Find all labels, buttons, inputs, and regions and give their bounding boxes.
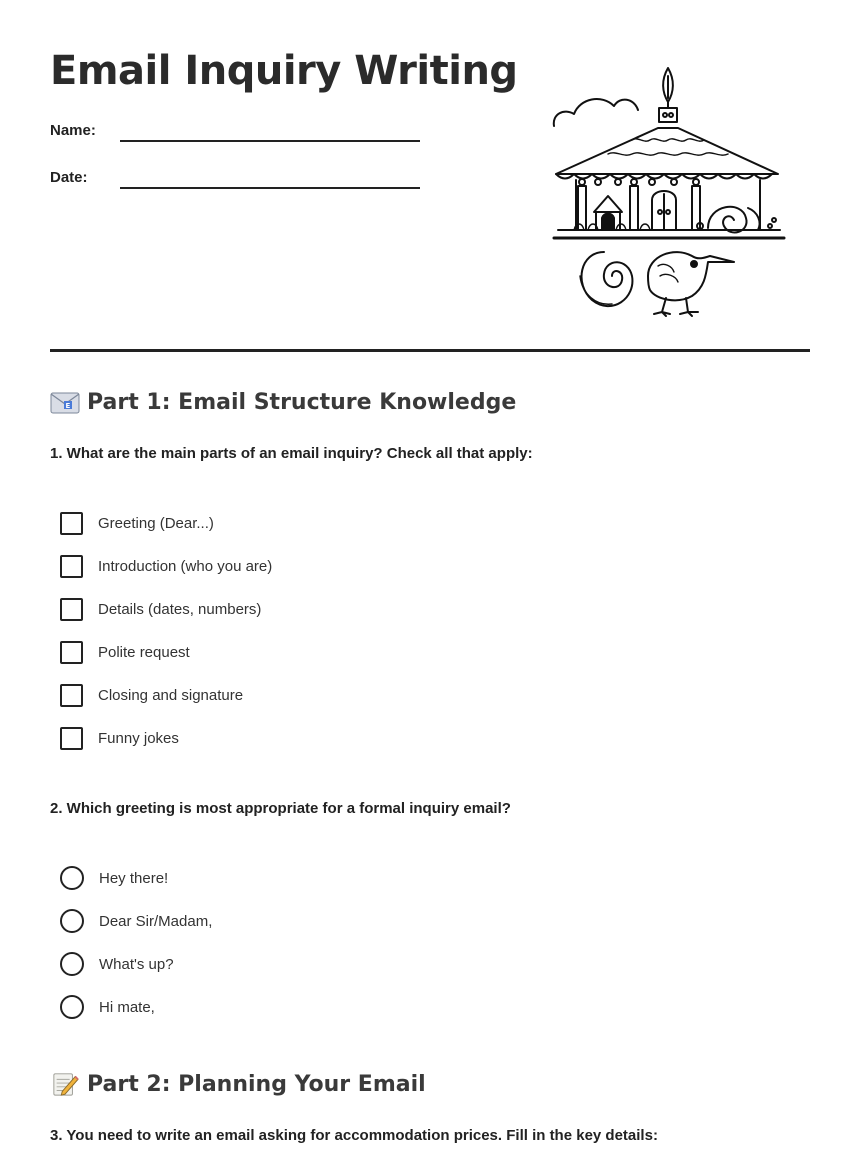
- header-divider: [50, 349, 810, 352]
- wharenui-kiwi-illustration: [548, 62, 793, 320]
- question-1: 1. What are the main parts of an email inquiry? Check all that apply:: [50, 445, 533, 462]
- q1-option-closing[interactable]: [60, 682, 243, 708]
- envelope-emoji-icon: [50, 389, 80, 415]
- checkbox[interactable]: [60, 684, 83, 707]
- radio-button[interactable]: [60, 866, 84, 890]
- q1-option-details[interactable]: [60, 596, 261, 622]
- option-label: Introduction (who you are): [98, 557, 273, 575]
- option-label: What's up?: [99, 955, 174, 973]
- q2-option-hey-there[interactable]: [60, 865, 168, 891]
- checkbox[interactable]: [60, 598, 83, 621]
- date-field-row: [50, 161, 430, 191]
- q1-option-funny-jokes[interactable]: [60, 725, 179, 751]
- option-label: Funny jokes: [98, 729, 179, 747]
- checkbox[interactable]: [60, 512, 83, 535]
- radio-button[interactable]: [60, 995, 84, 1019]
- name-field-row: [50, 114, 430, 144]
- part1-heading: [50, 389, 516, 415]
- date-label: Date:: [50, 169, 88, 186]
- q2-option-whats-up[interactable]: [60, 951, 174, 977]
- q1-option-polite-request[interactable]: [60, 639, 190, 665]
- date-input-line[interactable]: [120, 187, 420, 189]
- memo-emoji-icon: [50, 1071, 80, 1097]
- question-2: 2. Which greeting is most appropriate for a formal inquiry email?: [50, 800, 511, 817]
- q1-option-introduction[interactable]: [60, 553, 272, 579]
- checkbox[interactable]: [60, 727, 83, 750]
- radio-button[interactable]: [60, 909, 84, 933]
- option-label: Polite request: [98, 643, 190, 661]
- checkbox[interactable]: [60, 555, 83, 578]
- option-label: Details (dates, numbers): [98, 600, 262, 618]
- q2-option-dear-sir-madam[interactable]: [60, 908, 212, 934]
- svg-text:E: E: [65, 402, 71, 410]
- checkbox[interactable]: [60, 641, 83, 664]
- name-input-line[interactable]: [120, 140, 420, 142]
- name-label: Name:: [50, 122, 96, 139]
- part2-heading-text: Part 2: Planning Your Email: [87, 1071, 426, 1097]
- radio-button[interactable]: [60, 952, 84, 976]
- page-title: Email Inquiry Writing: [50, 48, 518, 94]
- option-label: Dear Sir/Madam,: [99, 912, 213, 930]
- q2-option-hi-mate[interactable]: [60, 994, 155, 1020]
- option-label: Hey there!: [99, 869, 169, 887]
- option-label: Hi mate,: [99, 998, 155, 1016]
- option-label: Closing and signature: [98, 686, 244, 704]
- part1-heading-text: Part 1: Email Structure Knowledge: [87, 389, 517, 415]
- q1-option-greeting[interactable]: [60, 510, 214, 536]
- option-label: Greeting (Dear...): [98, 514, 214, 532]
- question-3: 3. You need to write an email asking for accommodation prices. Fill in the key details:: [50, 1127, 658, 1144]
- part2-heading: [50, 1071, 426, 1097]
